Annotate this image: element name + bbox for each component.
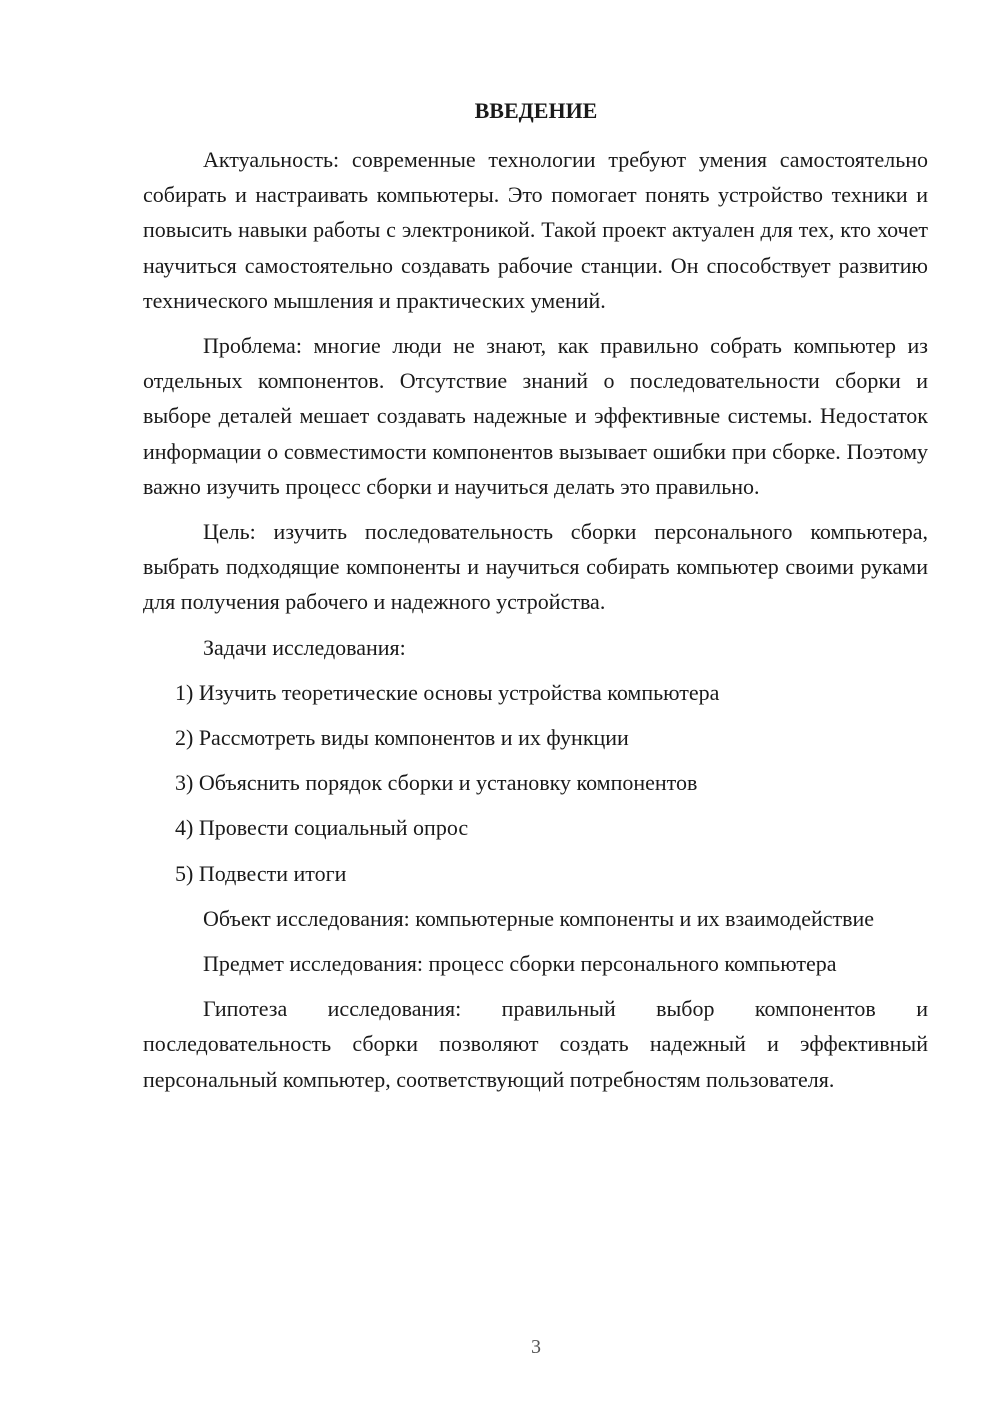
task-list: [143, 675, 928, 891]
task-item: 4) Провести социальный опрос: [175, 815, 469, 841]
tasks-title: Задачи исследования:: [203, 634, 406, 660]
document-body: [143, 142, 928, 1107]
subject-paragraph: Предмет исследования: процесс сборки персонального компьютера: [203, 951, 837, 977]
task-item: 3) Объяснить порядок сборки и установку компонентов: [175, 770, 698, 796]
task-item: 1) Изучить теоретические основы устройства компьютера: [175, 679, 720, 705]
hypothesis-paragraph: Гипотеза исследования: правильный выбор компонентов и последовательность сборки позволяют создать надежный и эффективный персональный компьютер, соответствующий потребностям пользователя.: [143, 996, 928, 1092]
object-paragraph: Объект исследования: компьютерные компоненты и их взаимодействие: [203, 905, 875, 931]
relevance-paragraph: Актуальность: современные технологии требуют умения самостоятельно собирать и настраивать компьютеры. Это помогает понять устройство техники и повысить навыки работы с электроникой. Такой проект актуален для тех, кто хочет научиться самостоятельно создавать рабочие станции. Он способствует развитию технического мышления и практических умений.: [143, 147, 928, 313]
task-item: 2) Рассмотреть виды компонентов и их функции: [175, 725, 629, 751]
page-number: 3: [531, 1336, 541, 1358]
section-heading: ВВЕДЕНИЕ: [474, 98, 598, 123]
problem-paragraph: Проблема: многие люди не знают, как правильно собрать компьютер из отдельных компонентов. Отсутствие знаний о последовательности сборки и выборе деталей мешает создавать надежные и эффективные системы. Недостаток информации о совместимости компонентов вызывает ошибки при сборке. Поэтому важно изучить процесс сборки и научиться делать это правильно.: [143, 333, 928, 499]
task-item: 5) Подвести итоги: [175, 860, 347, 886]
goal-paragraph: Цель: изучить последовательность сборки персонального компьютера, выбрать подходящие компоненты и научиться собирать компьютер своими руками для получения рабочего и надежного устройства.: [143, 519, 928, 615]
